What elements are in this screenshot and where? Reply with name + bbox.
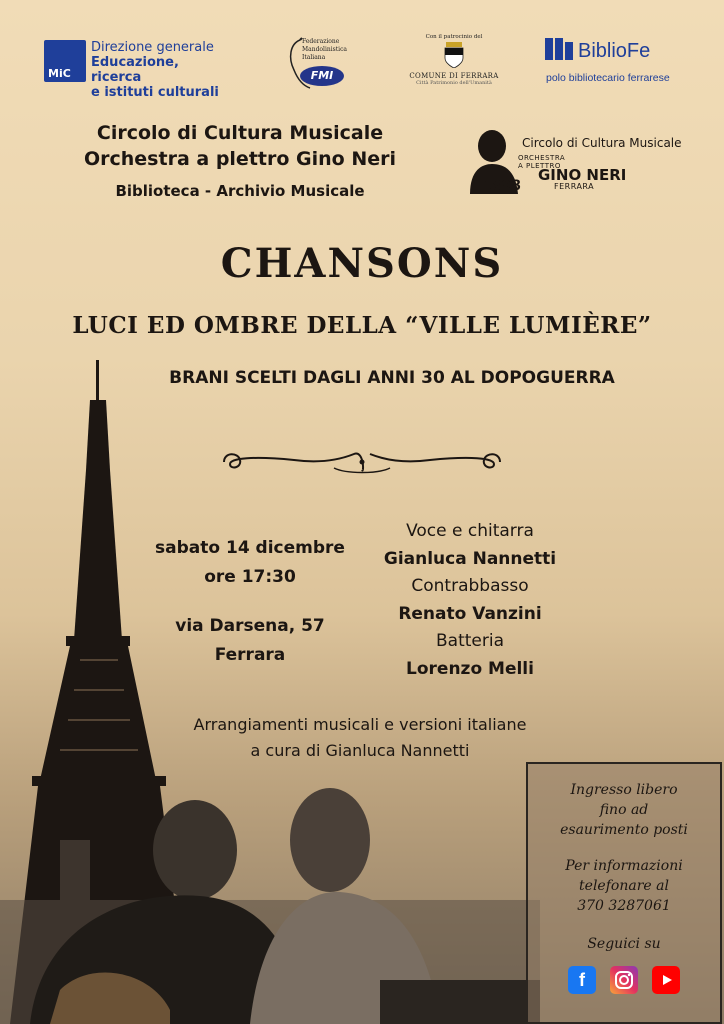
ornament-flourish-icon xyxy=(214,444,510,480)
bibliofe-logo: BiblioFe polo bibliotecario ferrarese xyxy=(544,36,684,88)
youtube-icon[interactable] xyxy=(652,966,680,994)
event-time-text: ore 17:30 xyxy=(204,567,296,587)
ferrara-crest-icon xyxy=(443,42,465,68)
performer-role: Voce e chitarra xyxy=(406,521,534,541)
event-subtitle: LUCI ED OMBRE DELLA “VILLE LUMIÈRE” xyxy=(72,312,652,339)
event-title: CHANSONS xyxy=(220,240,504,287)
info-box xyxy=(526,762,722,1024)
musicians-photo xyxy=(0,780,540,1024)
performer-name: Renato Vanzini xyxy=(398,603,542,624)
phone-number[interactable]: 370 3287061 xyxy=(577,898,671,914)
performer-name: Lorenzo Melli xyxy=(406,658,534,679)
entry-info: Ingresso libero fino ad esaurimento posti xyxy=(560,782,688,838)
performer-name: Gianluca Nannetti xyxy=(383,548,557,569)
event-date xyxy=(140,534,360,592)
fmi-badge: FMI xyxy=(300,66,344,86)
organizer-header: Circolo di Cultura Musicale Orchestra a plettro Gino Neri Biblioteca - Archivio Musicale xyxy=(83,122,396,200)
facebook-icon[interactable]: f xyxy=(568,966,596,994)
instagram-icon[interactable] xyxy=(610,966,638,994)
arrangement-credits: Arrangiamenti musicali e versioni italiane a cura di Gianluca Nannetti xyxy=(193,715,527,760)
social-links xyxy=(528,966,720,994)
performer-role: Contrabbasso xyxy=(411,576,529,596)
performer-role: Batteria xyxy=(436,631,504,651)
mic-logo xyxy=(44,40,224,100)
event-tagline: BRANI SCELTI DAGLI ANNI 30 AL DOPOGUERRA xyxy=(169,368,615,388)
follow-label: Seguici su xyxy=(587,936,661,952)
event-date-text: sabato 14 dicembre xyxy=(155,538,345,558)
performers-list xyxy=(370,518,570,683)
contact-info: Per informazioni telefonare al 370 3287061 xyxy=(528,856,720,916)
gino-neri-logo: Circolo di Cultura Musicale ORCHESTRA A PLETTRO GINO NERI FERRARA 1898 xyxy=(462,124,672,196)
mic-logo-text: Direzione generale Educazione, ricerca e istituti culturali xyxy=(91,40,219,100)
fmi-logo: Federazione Mandolinistica Italiana FMI xyxy=(282,36,350,92)
event-location xyxy=(150,612,350,670)
event-address-text: via Darsena, 57 xyxy=(175,616,325,636)
book-icon xyxy=(544,36,576,64)
ferrara-logo: Con il patrocinio del COMUNE DI FERRARA Città Patrimonio dell'Umanità xyxy=(409,34,499,86)
event-city-text: Ferrara xyxy=(214,645,286,665)
mic-mark-icon: MiC xyxy=(44,40,86,82)
